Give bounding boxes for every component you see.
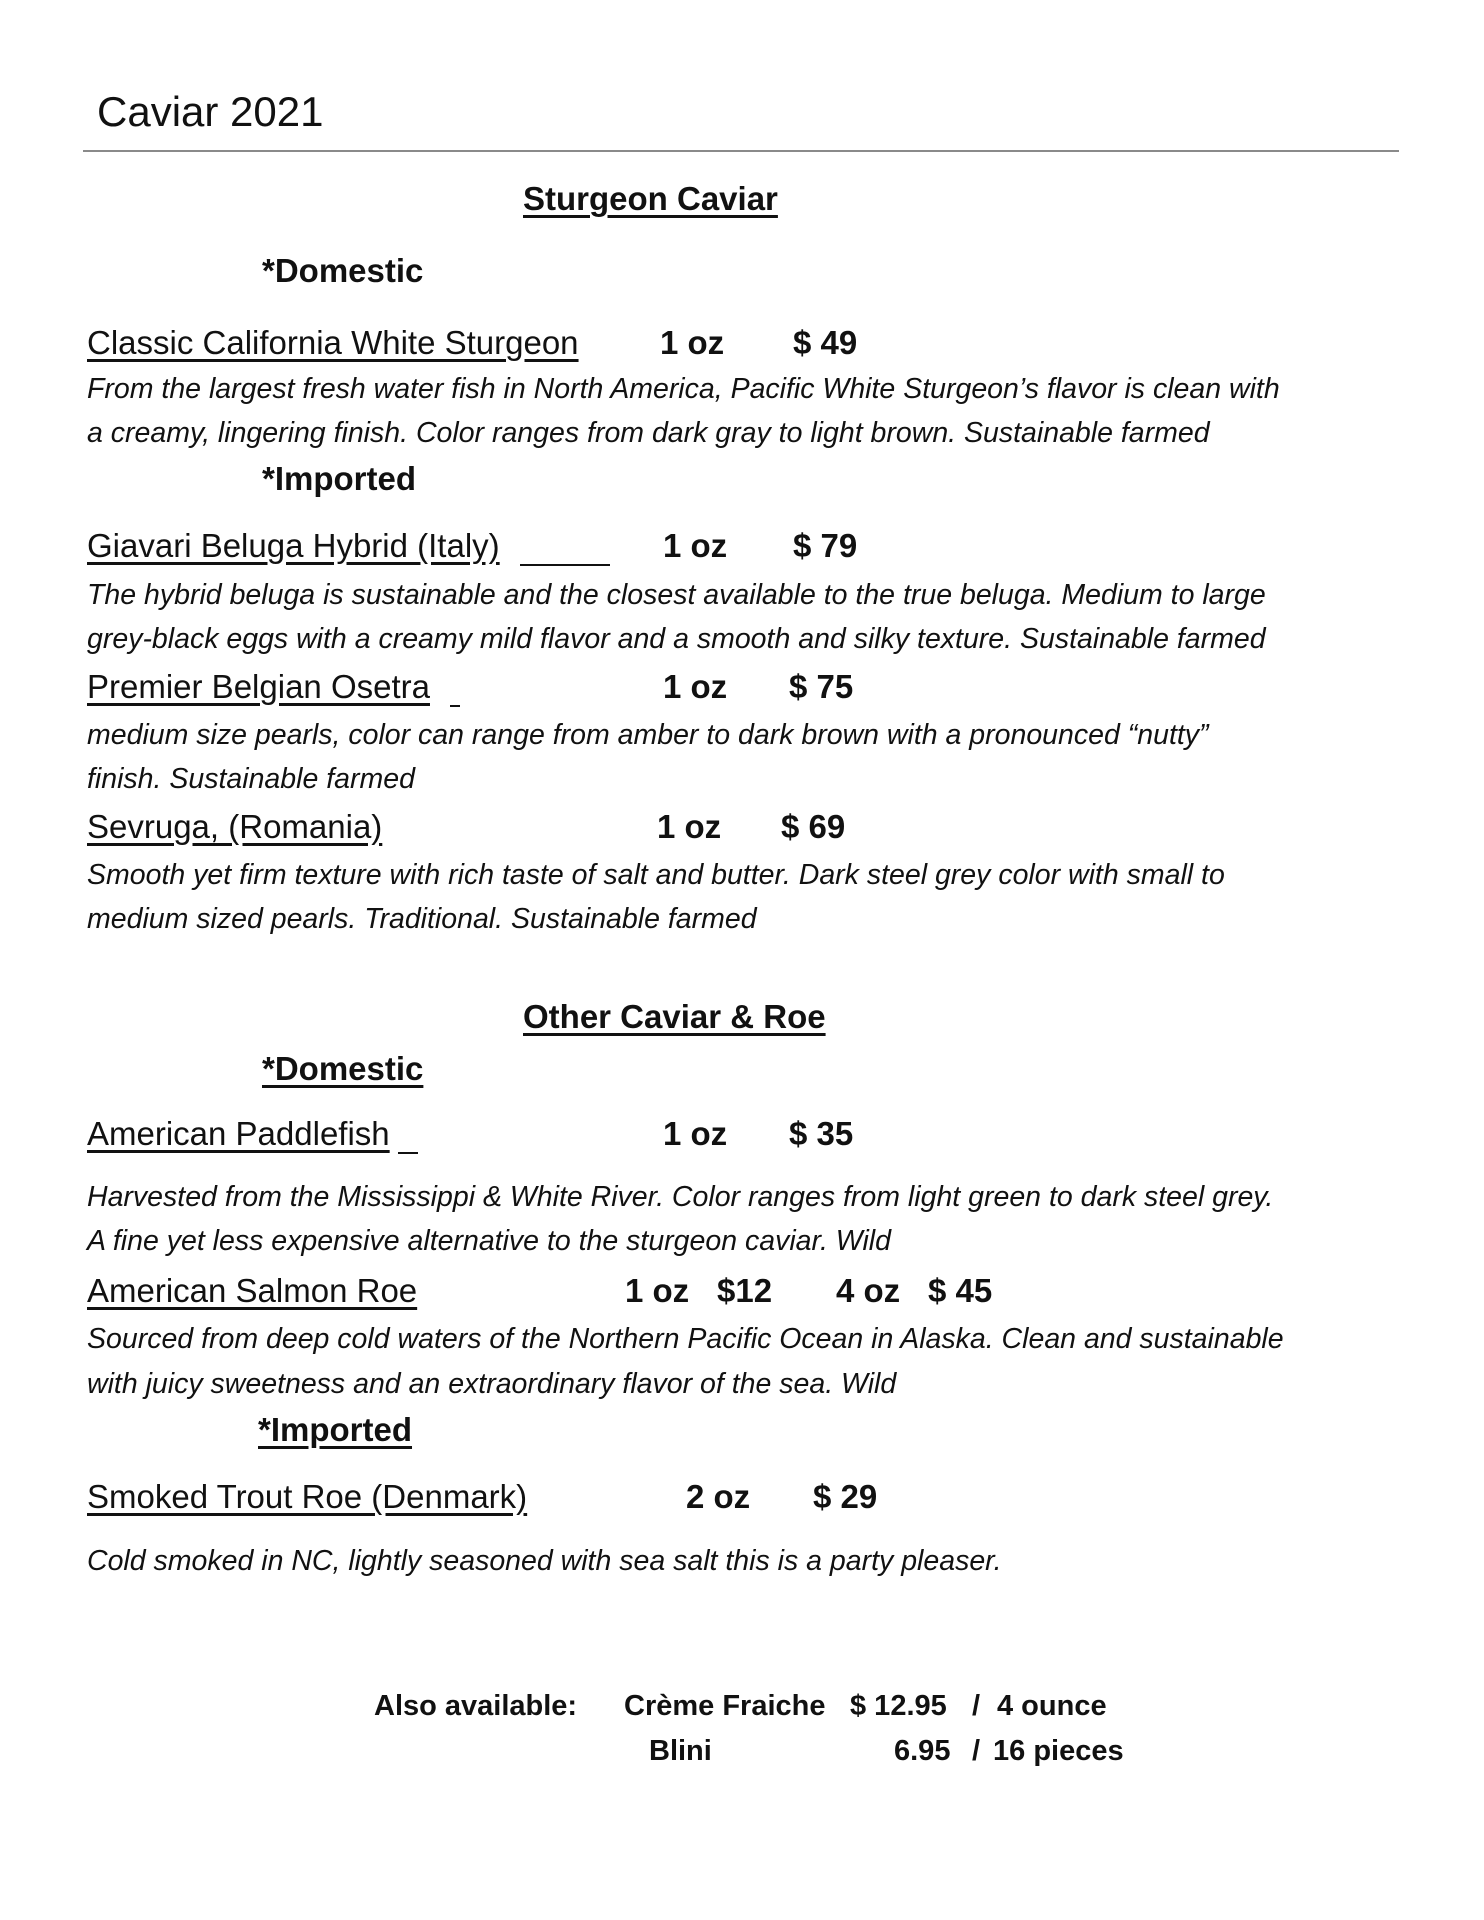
- other-section-heading: Other Caviar & Roe: [523, 998, 826, 1035]
- also-item-unit: 16 pieces: [993, 1735, 1124, 1767]
- item-size: 2 oz: [686, 1478, 751, 1515]
- item-size: 1 oz: [660, 324, 725, 361]
- item-description: with juicy sweetness and an extraordinary flavor of the sea. Wild: [87, 1368, 897, 1400]
- item-price: $ 75: [789, 668, 854, 705]
- also-available-label: Also available:: [374, 1690, 578, 1722]
- item-description: From the largest fresh water fish in North America, Pacific White Sturgeon’s flavor is clean with: [87, 373, 1280, 405]
- item-description: a creamy, lingering finish. Color ranges from dark gray to light brown. Sustainable farmed: [87, 417, 1210, 449]
- item-name-american-paddlefish: American Paddlefish: [87, 1115, 390, 1152]
- also-item-unit: 4 ounce: [997, 1690, 1107, 1722]
- item-price: $ 79: [793, 527, 858, 564]
- item-size-secondary: 4 oz: [836, 1272, 901, 1309]
- item-name-classic-california-white-sturgeon: Classic California White Sturgeon: [87, 324, 579, 361]
- item-description: medium size pearls, color can range from amber to dark brown with a pronounced “nutty”: [87, 719, 1209, 751]
- also-item-name: Blini: [649, 1735, 712, 1767]
- item-name-smoked-trout-roe: Smoked Trout Roe (Denmark): [87, 1478, 528, 1515]
- item-description: Sourced from deep cold waters of the Northern Pacific Ocean in Alaska. Clean and sustainable: [87, 1323, 1284, 1355]
- item-description: finish. Sustainable farmed: [87, 763, 415, 795]
- item-name-sevruga: Sevruga, (Romania): [87, 808, 383, 845]
- item-price: $12: [717, 1272, 773, 1309]
- item-name-american-salmon-roe: American Salmon Roe: [87, 1272, 418, 1309]
- item-price: $ 35: [789, 1115, 854, 1152]
- other-imported-label: *Imported: [258, 1411, 413, 1448]
- item-size: 1 oz: [625, 1272, 690, 1309]
- item-price: $ 29: [813, 1478, 878, 1515]
- item-description: medium sized pearls. Traditional. Sustainable farmed: [87, 903, 757, 935]
- item-name-giavari-beluga-hybrid: Giavari Beluga Hybrid (Italy): [87, 527, 500, 564]
- also-item-separator: /: [972, 1690, 981, 1722]
- item-description: grey-black eggs with a creamy mild flavor and a smooth and silky texture. Sustainable farmed: [87, 623, 1266, 655]
- item-description: Smooth yet firm texture with rich taste of salt and butter. Dark steel grey color with small to: [87, 859, 1225, 891]
- page-title: Caviar 2021: [97, 88, 324, 135]
- item-size: 1 oz: [663, 1115, 728, 1152]
- item-price: $ 49: [793, 324, 858, 361]
- also-item-price: $ 12.95: [850, 1690, 947, 1722]
- item-description: Harvested from the Mississippi & White River. Color ranges from light green to dark steel grey.: [87, 1181, 1274, 1213]
- name-underline-extension: [450, 705, 460, 707]
- sturgeon-domestic-label: *Domestic: [262, 252, 424, 289]
- item-size: 1 oz: [663, 668, 728, 705]
- sturgeon-imported-label: *Imported: [262, 460, 417, 497]
- item-name-premier-belgian-osetra: Premier Belgian Osetra: [87, 668, 430, 705]
- also-item-separator: /: [972, 1735, 981, 1767]
- other-domestic-label: *Domestic: [262, 1050, 424, 1087]
- sturgeon-section-heading: Sturgeon Caviar: [523, 180, 778, 217]
- item-description: The hybrid beluga is sustainable and the closest available to the true beluga. Medium to large: [87, 579, 1266, 611]
- name-underline-extension: [398, 1152, 418, 1154]
- item-price-secondary: $ 45: [928, 1272, 993, 1309]
- item-size: 1 oz: [663, 527, 728, 564]
- name-underline-extension: [520, 564, 610, 566]
- item-price: $ 69: [781, 808, 846, 845]
- also-item-price: 6.95: [894, 1735, 951, 1767]
- item-size: 1 oz: [657, 808, 722, 845]
- header-divider: [83, 150, 1399, 152]
- item-description: Cold smoked in NC, lightly seasoned with sea salt this is a party pleaser.: [87, 1545, 1002, 1577]
- also-item-name: Crème Fraiche: [624, 1690, 826, 1722]
- item-description: A fine yet less expensive alternative to the sturgeon caviar. Wild: [87, 1225, 891, 1257]
